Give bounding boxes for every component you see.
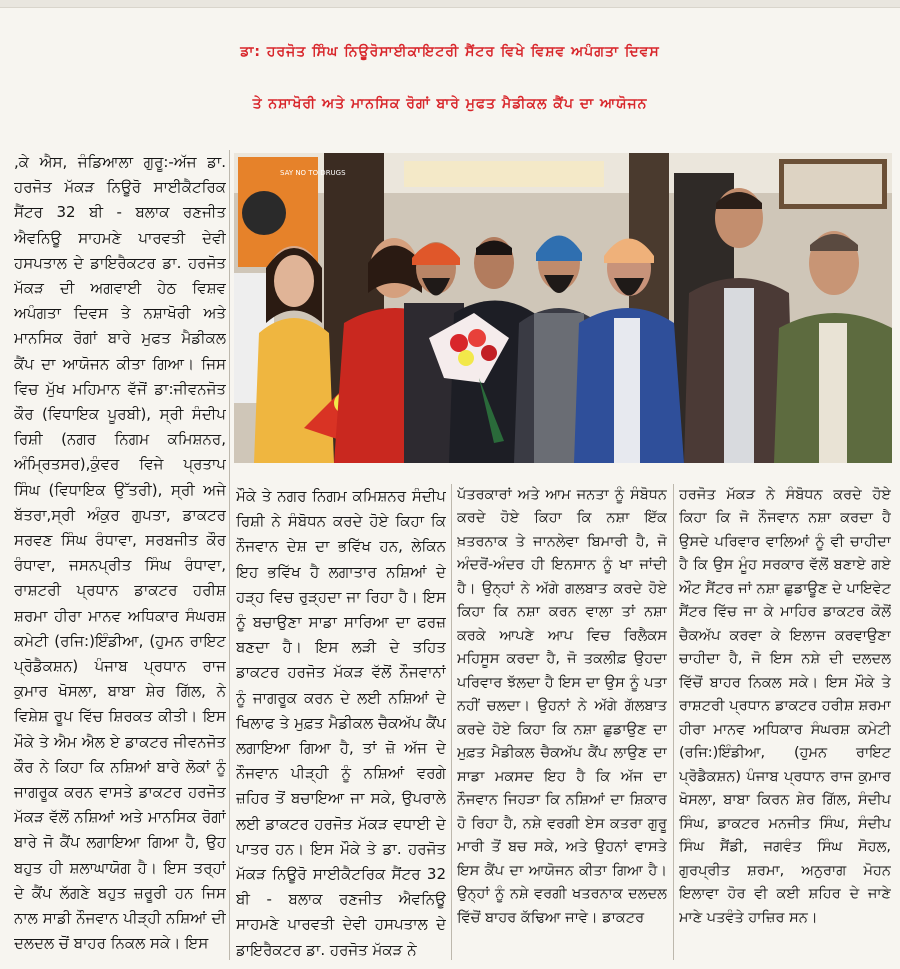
headline-line-1: ਡਾ: ਹਰਜੋਤ ਸਿੰਘ ਨਿਊਰੋਸਾਈਕਾਇਟਰੀ ਸੈਂਟਰ ਵਿਖੇ ਵਿਸ਼ਵ ਅਪੰਗਤਾ ਦਿਵਸ bbox=[240, 44, 660, 60]
group-photo-illustration bbox=[234, 153, 892, 463]
poster-text: SAY NO TO DRUGS bbox=[280, 169, 346, 177]
column-rule-2 bbox=[451, 484, 452, 960]
headline bbox=[0, 26, 900, 130]
top-strip bbox=[0, 0, 900, 8]
article-column-2: ਮੌਕੇ ਤੇ ਨਗਰ ਨਿਗਮ ਕਮਿਸ਼ਨਰ ਸੰਦੀਪ ਰਿਸ਼ੀ ਨੇ ਸੰਬੋਧਨ ਕਰਦੇ ਹੋਏ ਕਿਹਾ ਕਿ ਨੌਜਵਾਨ ਦੇਸ਼ ਦਾ ਭਵਿੱਖ ਹਨ, ਲੇਕਿਨ ਇਹ ਭਵਿੱਖ ਹੈ ਲਗਾਤਾਰ ਨਸ਼ਿਆਂ ਦੇ ਹੜ੍ਹ ਵਿਚ ਰੁੜ੍ਹਦਾ ਜਾ ਰਿਹਾ ਹੈ। ਇਸ ਨੂੰ ਬਚਾਉਣਾ ਸਾਡਾ ਸਾਰਿਆ ਦਾ ਫਰਜ਼ ਬਣਦਾ ਹੈ। ਇਸ ਲੜੀ ਦੇ ਤਹਿਤ ਡਾਕਟਰ ਹਰਜੋਤ ਮੱਕੜ ਵੱਲੋਂ ਨੌਜਵਾਨਾਂ ਨੂੰ ਜਾਗਰੂਕ ਕਰਨ ਦੇ ਲਈ ਨਸ਼ਿਆਂ ਦੇ ਖਿਲਾਫ ਤੇ ਮੁਫ਼ਤ ਮੈਡੀਕਲ ਚੈਕਅੱਪ ਕੈਂਪ ਲਗਾਇਆ ਗਿਆ ਹੈ, ਤਾਂ ਜ਼ੋ ਅੱਜ ਦੇ ਨੌਜਵਾਨ ਪੀੜ੍ਹੀ ਨੂੰ ਨਸ਼ਿਆਂ ਵਰਗੇ ਜ਼ਹਿਰ ਤੋਂ ਬਚਾਇਆ ਜਾ ਸਕੇ, ਉਪਰਾਲੇ ਲਈ ਡਾਕਟਰ ਹਰਜੋਤ ਮੱਕੜ ਵਧਾਈ ਦੇ ਪਾਤਰ ਹਨ। ਇਸ ਮੌਕੇ ਤੇ ਡਾ. ਹਰਜੋਤ ਮੱਕੜ ਨਿਊਰੋ ਸਾਈਕੈਟਰਿਕ ਸੈਂਟਰ 32 ਬੀ - ਬਲਾਕ ਰਣਜੀਤ ਐਵਨਿਊ ਸਾਹਮਣੇ ਪਾਰਵਤੀ ਦੇਵੀ ਹਸਪਤਾਲ ਦੇ ਡਾਇਰੈਕਟਰ ਡਾ. ਹਰਜੋਤ ਮੱਕੜ ਨੇ bbox=[236, 487, 446, 959]
headline-line-2: ਤੇ ਨਸ਼ਾਖੋਰੀ ਅਤੇ ਮਾਨਸਿਕ ਰੋਗਾਂ ਬਾਰੇ ਮੁਫਤ ਮੈਡੀਕਲ ਕੈਂਪ ਦਾ ਆਯੋਜਨ bbox=[252, 96, 648, 112]
article-column-3: ਪੱਤਰਕਾਰਾਂ ਅਤੇ ਆਮ ਜਨਤਾ ਨੂੰ ਸੰਬੋਧਨ ਕਰਦੇ ਹੋਏ ਕਿਹਾ ਕਿ ਨਸ਼ਾ ਇੱਕ ਖ਼ਤਰਨਾਕ ਤੇ ਜਾਨਲੇਵਾ ਬਿਮਾਰੀ ਹੈ, ਜੋ ਅੰਦਰੋਂ-ਅੰਦਰ ਹੀ ਇਨਸਾਨ ਨੂੰ ਖਾ ਜਾਂਦੀ ਹੈ। ਉਨ੍ਹਾਂ ਨੇ ਅੱਗੇ ਗਲਬਾਤ ਕਰਦੇ ਹੋਏ ਕਿਹਾ ਕਿ ਨਸ਼ਾ ਕਰਨ ਵਾਲਾ ਤਾਂ ਨਸ਼ਾ ਕਰਕੇ ਆਪਣੇ ਆਪ ਵਿਚ ਰਿਲੈਕਸ ਮਹਿਸੂਸ ਕਰਦਾ ਹੈ, ਜੋ ਤਕਲੀਫ਼ ਉਹਦਾ ਪਰਿਵਾਰ ਝੱਲਦਾ ਹੈ ਇਸ ਦਾ ਉਸ ਨੂੰ ਪਤਾ ਨਹੀਂ ਚਲਦਾ। ਉਹਨਾਂ ਨੇ ਅੱਗੇ ਗੱਲਬਾਤ ਕਰਦੇ ਹੋਏ ਕਿਹਾ ਕਿ ਨਸ਼ਾ ਛੁਡਾਉਣ ਦਾ ਮੁਫ਼ਤ ਮੈਡੀਕਲ ਚੈਕਅੱਪ ਕੈਂਪ ਲਾਉਣ ਦਾ ਸਾਡਾ ਮਕਸਦ ਇਹ ਹੈ ਕਿ ਅੱਜ ਦਾ ਨੌਜਵਾਨ ਜਿਹੜਾ ਕਿ ਨਸ਼ਿਆਂ ਦਾ ਸ਼ਿਕਾਰ ਹੋ ਰਿਹਾ ਹੈ, ਨਸ਼ੇ ਵਰਗੀ ਏਸ ਕਤਰਾ ਗੁਰੂ ਮਾਰੀ ਤੋਂ ਬਚ ਸਕੇ, ਅਤੇ ਉਹਨਾਂ ਵਾਸਤੇ ਇਸ ਕੈਂਪ ਦਾ ਆਯੋਜਨ ਕੀਤਾ ਗਿਆ ਹੈ। ਉਨ੍ਹਾਂ ਨੂੰ ਨਸ਼ੇ ਵਰਗੀ ਖਤਰਨਾਕ ਦਲਦਲ ਵਿੱਚੋਂ ਬਾਹਰ ਕੱਢਿਆ ਜਾਵੇ। ਡਾਕਟਰ bbox=[457, 487, 667, 926]
news-photo bbox=[234, 153, 892, 463]
column-rule-1 bbox=[229, 150, 230, 960]
article-column-4: ਹਰਜੋਤ ਮੱਕੜ ਨੇ ਸੰਬੋਧਨ ਕਰਦੇ ਹੋਏ ਕਿਹਾ ਕਿ ਜੋ ਨੌਜਵਾਨ ਨਸ਼ਾ ਕਰਦਾ ਹੈ ਉਸਦੇ ਪਰਿਵਾਰ ਵਾਲਿਆਂ ਨੂੰ ਵੀ ਚਾਹੀਦਾ ਹੈ ਕਿ ਉਸ ਮੂੰਹ ਸਰਕਾਰ ਵੱਲੋਂ ਬਣਾਏ ਗਏ ਔਟ ਸੈਂਟਰ ਜਾਂ ਨਸ਼ਾ ਛੁਡਾਊਣ ਦੇ ਪਾਇਵੇਟ ਸੈਂਟਰ ਵਿੱਚ ਜਾ ਕੇ ਮਾਹਿਰ ਡਾਕਟਰ ਕੋਲੋਂ ਚੈਕਅੱਪ ਕਰਵਾ ਕੇ ਇਲਾਜ ਕਰਵਾਉਣਾ ਚਾਹੀਦਾ ਹੈ, ਜੋ ਇਸ ਨਸ਼ੇ ਦੀ ਦਲਦਲ ਵਿੱਚੋਂ ਬਾਹਰ ਨਿਕਲ ਸਕੇ। ਇਸ ਮੌਕੇ ਤੇ ਰਾਸ਼ਟਰੀ ਪ੍ਰਧਾਨ ਡਾਕਟਰ ਹਰੀਸ਼ ਸ਼ਰਮਾ ਹੀਰਾ ਮਾਨਵ ਅਧਿਕਾਰ ਸੰਘਰਸ਼ ਕਮੇਟੀ (ਰਜਿ:)ਇੰਡੀਆ, (ਹੁਮਨ ਰਾਇਟ ਪ੍ਰੋਡੈਕਸ਼ਨ) ਪੰਜਾਬ ਪ੍ਰਧਾਨ ਰਾਜ ਕੁਮਾਰ ਖੋਸਲਾ, ਬਾਬਾ ਕਿਰਨ ਸ਼ੇਰ ਗਿੱਲ, ਸੰਦੀਪ ਸਿੰਘ, ਡਾਕਟਰ ਮਨਜੀਤ ਸਿੰਘ, ਸੰਦੀਪ ਸਿੰਘ ਸੈਂਡੀ, ਜਗਵੰਤ ਸਿੰਘ ਸੋਹਲ, ਗੁਰਪ੍ਰੀਤ ਸ਼ਰਮਾ, ਅਨੁਰਾਗ ਮੋਹਨ ਇਲਾਵਾ ਹੋਰ ਵੀ ਕਈ ਸ਼ਹਿਰ ਦੇ ਜਾਣੇ ਮਾਣੇ ਪਤਵੰਤੇ ਹਾਜ਼ਿਰ ਸਨ। bbox=[679, 487, 891, 926]
column-rule-3 bbox=[673, 484, 674, 960]
article-column-1: ,ਕੇ ਐਸ, ਜੰਡਿਆਲਾ ਗੁਰੂ:-ਅੱਜ ਡਾ. ਹਰਜੋਤ ਮੱਕੜ ਨਿਊਰੋ ਸਾਈਕੈਟਰਿਕ ਸੈਂਟਰ 32 ਬੀ - ਬਲਾਕ ਰਣਜੀਤ ਐਵਨਿਊ ਸਾਹਮਣੇ ਪਾਰਵਤੀ ਦੇਵੀ ਹਸਪਤਾਲ ਦੇ ਡਾਇਰੈਕਟਰ ਡਾ. ਹਰਜੋਤ ਮੱਕੜ ਦੀ ਅਗਵਾਈ ਹੇਠ ਵਿਸ਼ਵ ਅਪੰਗਤਾ ਦਿਵਸ ਤੇ ਨਸ਼ਾਖੋਰੀ ਅਤੇ ਮਾਨਸਿਕ ਰੋਗਾਂ ਬਾਰੇ ਮੁਫਤ ਮੈਡੀਕਲ ਕੈਂਪ ਦਾ ਆਯੋਜਨ ਕੀਤਾ ਗਿਆ। ਜਿਸ ਵਿਚ ਮੁੱਖ ਮਹਿਮਾਨ ਵੱਜੋਂ ਡਾ:ਜੀਵਨਜੋਤ ਕੌਰ (ਵਿਧਾਇਕ ਪੂਰਬੀ), ਸ੍ਰੀ ਸੰਦੀਪ ਰਿਸ਼ੀ (ਨਗਰ ਨਿਗਮ ਕਮਿਸ਼ਨਰ, ਅੰਮ੍ਰਿਤਸਰ),ਕੁੰਵਰ ਵਿਜੇ ਪ੍ਰਤਾਪ ਸਿੰਘ (ਵਿਧਾਇਕ ਉੱਤਰੀ), ਸ੍ਰੀ ਅਜੇ ਬੱਤਰਾ,ਸ੍ਰੀ ਅੰਕੁਰ ਗੁਪਤਾ, ਡਾਕਟਰ ਸਰਵਣ ਸਿੰਘ ਰੰਧਾਵਾ, ਸਰਬਜੀਤ ਕੌਰ ਰੰਧਾਵਾ, ਜਸਨਪ੍ਰੀਤ ਸਿੰਘ ਰੰਧਾਵਾ, ਰਾਸ਼ਟਰੀ ਪ੍ਰਧਾਨ ਡਾਕਟਰ ਹਰੀਸ਼ ਸ਼ਰਮਾ ਹੀਰਾ ਮਾਨਵ ਅਧਿਕਾਰ ਸੰਘਰਸ਼ ਕਮੇਟੀ (ਰਜਿ:)ਇੰਡੀਆ, (ਹੁਮਨ ਰਾਇਟ ਪ੍ਰੋਡੈਕਸ਼ਨ) ਪੰਜਾਬ ਪ੍ਰਧਾਨ ਰਾਜ ਕੁਮਾਰ ਖੋਸਲਾ, ਬਾਬਾ ਸ਼ੇਰ ਗਿੱਲ, ਨੇ ਵਿਸ਼ੇਸ਼ ਰੂਪ ਵਿੱਚ ਸ਼ਿਰਕਤ ਕੀਤੀ। ਇਸ ਮੌਕੇ ਤੇ ਐਮ ਐਲ ਏ ਡਾਕਟਰ ਜੀਵਨਜੋਤ ਕੌਰ ਨੇ ਕਿਹਾ ਕਿ ਨਸ਼ਿਆਂ ਬਾਰੇ ਲੋਕਾਂ ਨੂੰ ਜਾਗਰੂਕ ਕਰਨ ਵਾਸਤੇ ਡਾਕਟਰ ਹਰਜੋਤ ਮੱਕੜ ਵੱਲੋਂ ਨਸ਼ਿਆਂ ਅਤੇ ਮਾਨਸਿਕ ਰੋਗਾਂ ਬਾਰੇ ਜੋ ਕੈਂਪ ਲਗਾਇਆ ਗਿਆ ਹੈ, ਉਹ ਬਹੁਤ ਹੀ ਸ਼ਲਾਘਾਯੋਗ ਹੈ। ਇਸ ਤਰ੍ਹਾਂ ਦੇ ਕੈਂਪ ਲੱਗਣੇ ਬਹੁਤ ਜ਼ਰੂਰੀ ਹਨ ਜਿਸ ਨਾਲ ਸਾਡੀ ਨੌਜਵਾਨ ਪੀੜ੍ਹੀ ਨਸ਼ਿਆਂ ਦੀ ਦਲਦਲ ਚੋਂ ਬਾਹਰ ਨਿਕਲ ਸਕੇ। ਇਸ bbox=[14, 153, 226, 953]
